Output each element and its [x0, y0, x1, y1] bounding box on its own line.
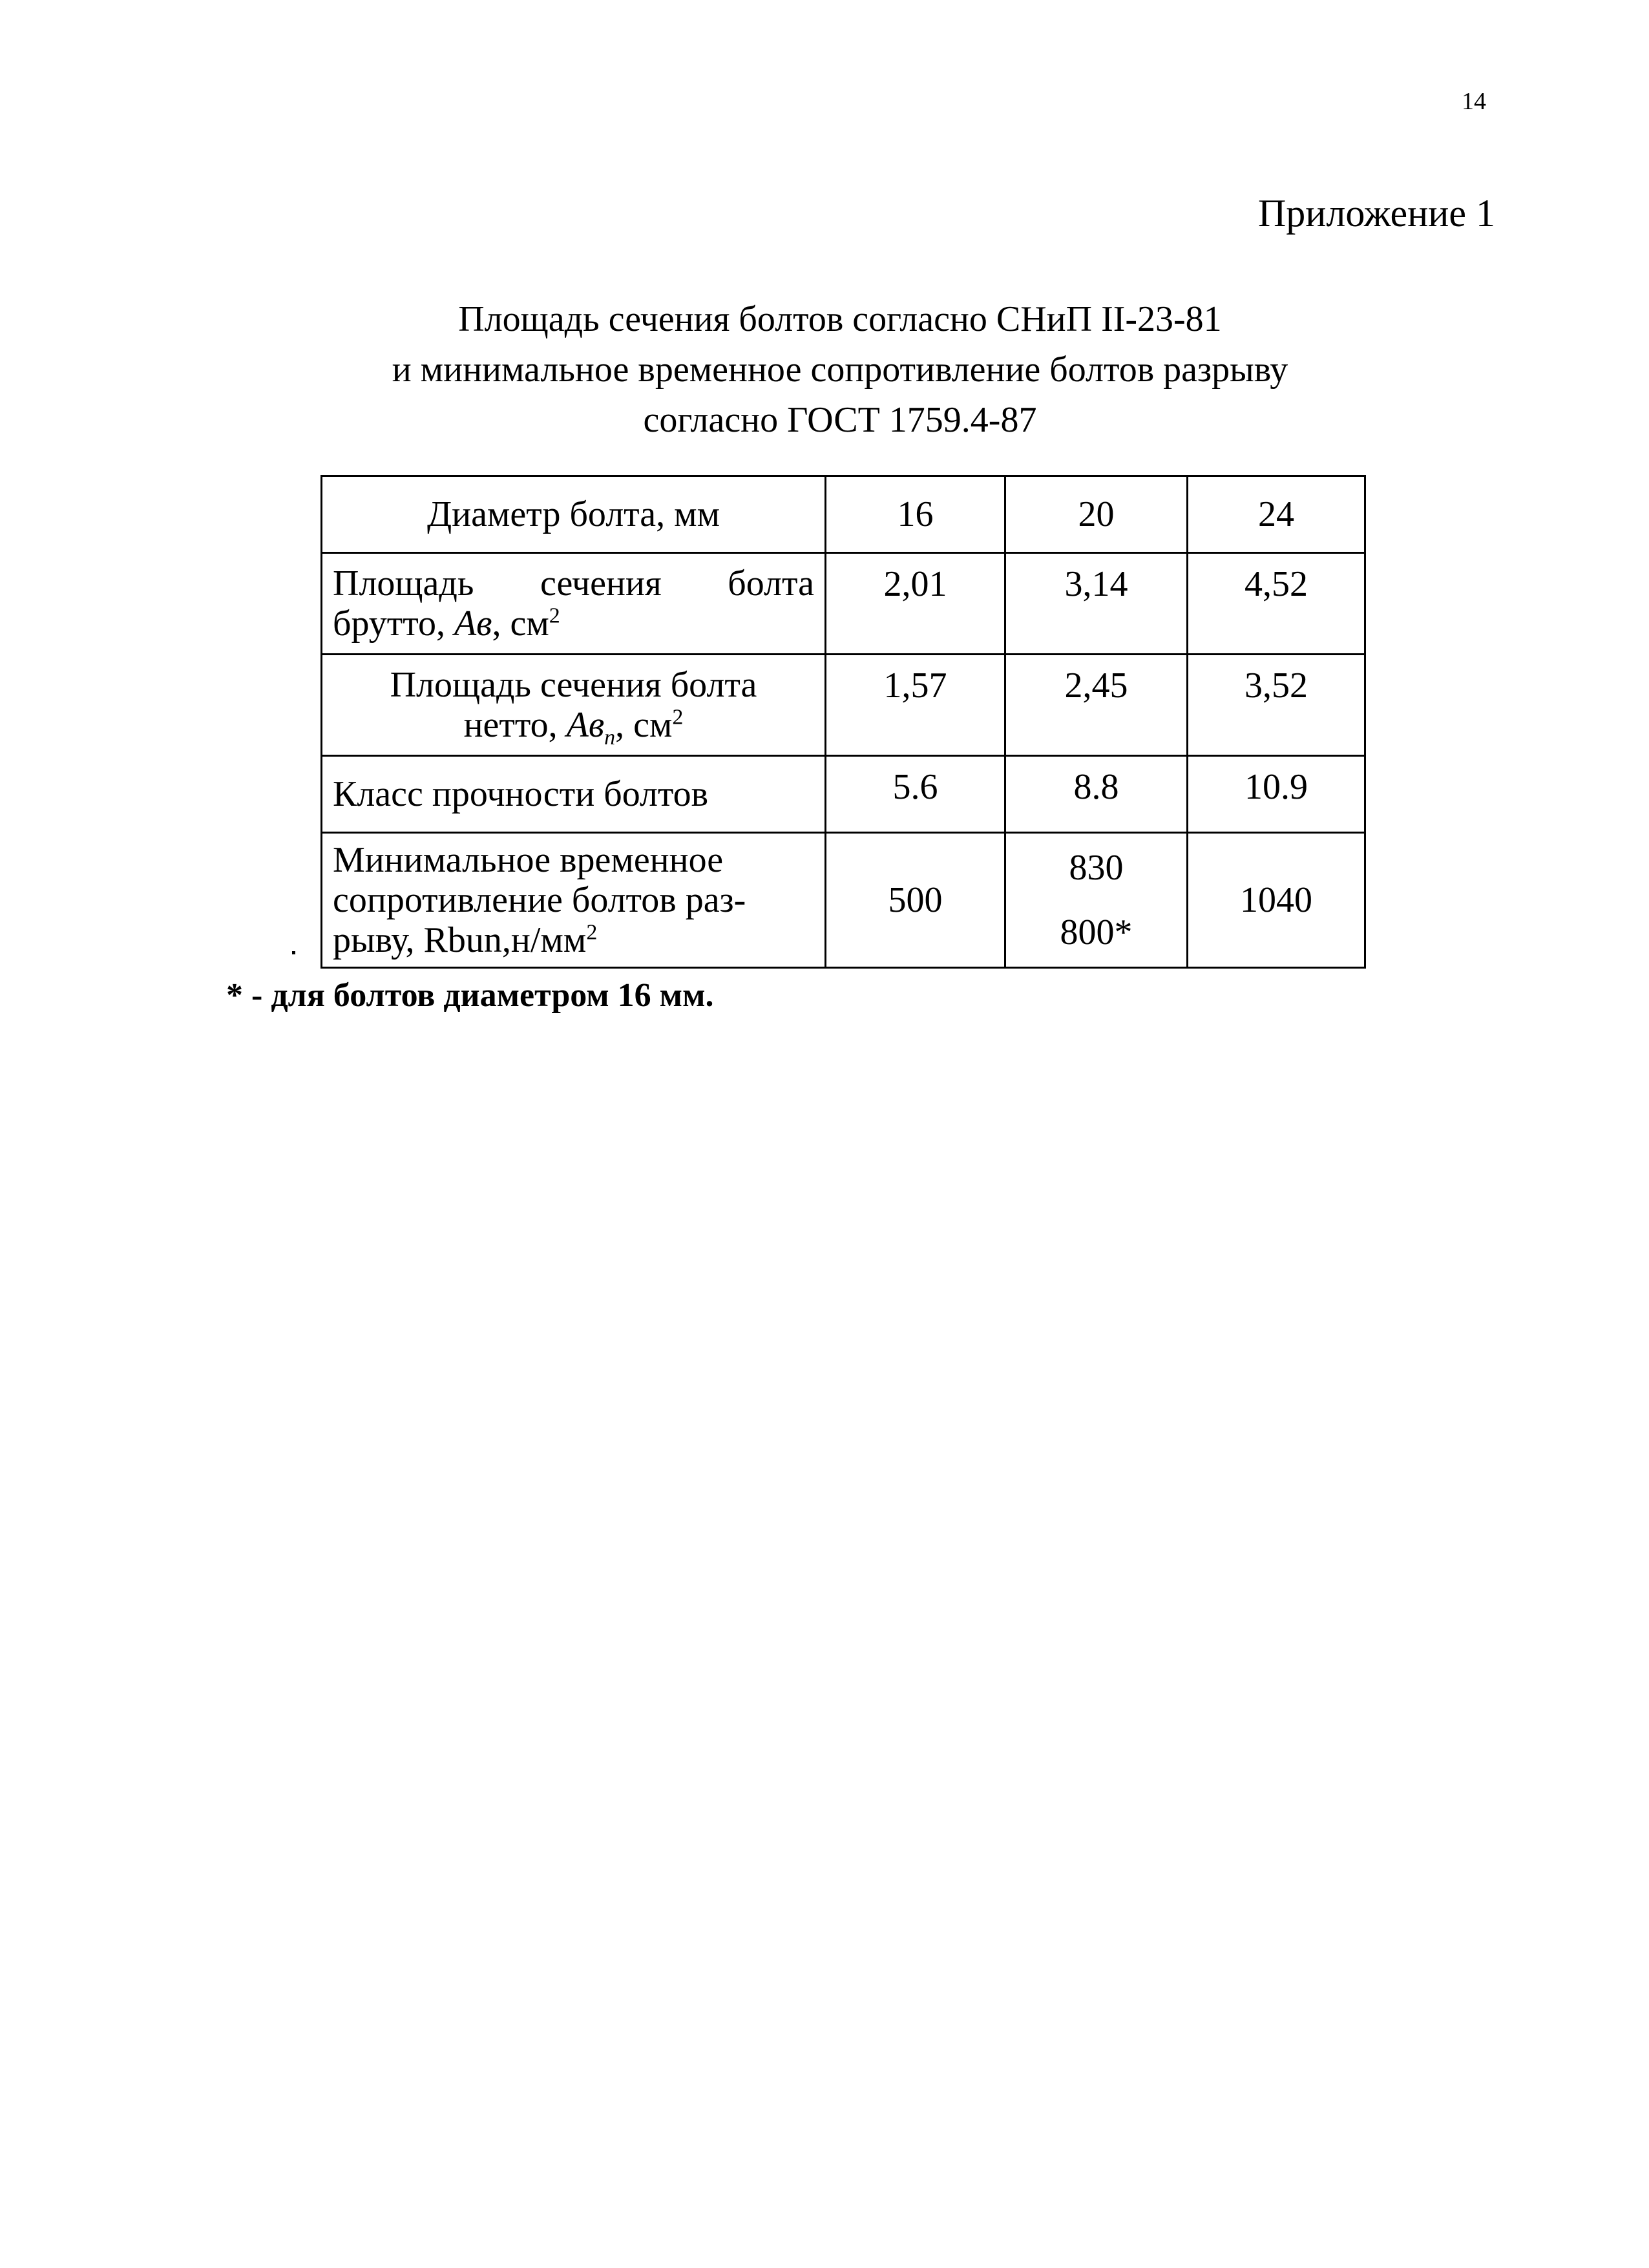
- table-cell-net-area-16: 1,57: [826, 655, 1005, 756]
- net-area-label-line-1: Площадь сечения болта: [390, 665, 757, 705]
- table-row-tensile-strength: [322, 833, 1365, 968]
- table-cell-tensile-strength-24: 1040: [1188, 833, 1365, 968]
- net-area-unit-power: 2: [672, 705, 684, 730]
- tensile-strength-unit-power: 2: [586, 920, 598, 945]
- table-cell-tensile-strength-16: 500: [826, 833, 1005, 968]
- table-row-gross-area: [322, 553, 1365, 655]
- table-cell-tensile-strength-label: [322, 833, 826, 968]
- table-cell-gross-area-20: 3,14: [1005, 553, 1188, 655]
- footnote: * - для болтов диаметром 16 мм.: [226, 977, 714, 1014]
- table-cell-gross-area-label: [322, 553, 826, 655]
- net-area-label-text: нетто,: [463, 705, 567, 745]
- table-cell-net-area-24: 3,52: [1188, 655, 1365, 756]
- table-cell-diameter-24: 24: [1188, 476, 1365, 553]
- bolt-properties-table: [320, 475, 1366, 969]
- table-row-strength-class: [322, 756, 1365, 833]
- table-cell-diameter-label: Диаметр болта, мм: [322, 476, 826, 553]
- tensile-strength-20-value-b: 800*: [1060, 912, 1133, 952]
- table-cell-tensile-strength-20: [1005, 833, 1188, 968]
- gross-area-unit: , см: [492, 604, 549, 644]
- table-cell-net-area-20: 2,45: [1005, 655, 1188, 756]
- net-area-symbol: Aв: [566, 705, 605, 745]
- table-row-diameter: [322, 476, 1365, 553]
- table-row-net-area: [322, 655, 1365, 756]
- title-line-3: согласно ГОСТ 1759.4-87: [643, 400, 1037, 440]
- gross-area-unit-power: 2: [549, 604, 560, 628]
- page-number: 14: [1462, 88, 1486, 115]
- stray-dot: [292, 951, 295, 954]
- title-line-2: и минимальное временное сопротивление болтов разрыву: [392, 350, 1288, 390]
- table-cell-strength-class-24: 10.9: [1188, 756, 1365, 833]
- title-line-1: Площадь сечения болтов согласно СНиП II-23-81: [458, 299, 1222, 339]
- document-title: [323, 294, 1357, 445]
- table-cell-gross-area-16: 2,01: [826, 553, 1005, 655]
- table-cell-strength-class-16: 5.6: [826, 756, 1005, 833]
- gross-area-symbol: Aв: [454, 604, 492, 644]
- table-cell-net-area-label: [322, 655, 826, 756]
- table-cell-strength-class-20: 8.8: [1005, 756, 1188, 833]
- table-cell-strength-class-label: Класс прочности болтов: [322, 756, 826, 833]
- appendix-label: Приложение 1: [1257, 192, 1495, 235]
- gross-area-label-text: Площадь сечения болта брутто,: [333, 563, 814, 644]
- tensile-strength-20-value-a: 830: [1069, 848, 1124, 888]
- table-cell-diameter-20: 20: [1005, 476, 1188, 553]
- net-area-unit: , см: [615, 705, 673, 745]
- net-area-symbol-sub: n: [604, 726, 616, 750]
- table-cell-diameter-16: 16: [826, 476, 1005, 553]
- table-cell-gross-area-24: 4,52: [1188, 553, 1365, 655]
- tensile-strength-label-text: Минимальное временное сопротивление болтов раз-рыву, Rbun,н/мм: [333, 840, 746, 960]
